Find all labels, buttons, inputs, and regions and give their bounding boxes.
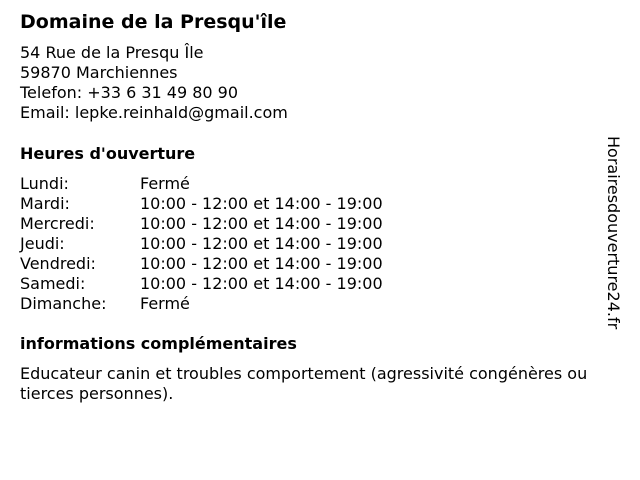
- day-hours: 10:00 - 12:00 et 14:00 - 19:00: [140, 214, 383, 233]
- hours-row-sunday: [20, 294, 440, 314]
- day-hours: 10:00 - 12:00 et 14:00 - 19:00: [140, 254, 383, 273]
- hours-row-monday: [20, 174, 440, 194]
- hours-row-wednesday: [20, 214, 440, 234]
- hours-row-friday: [20, 254, 440, 274]
- day-label: Vendredi:: [20, 254, 96, 273]
- email-address: Email: lepke.reinhald@gmail.com: [20, 103, 288, 122]
- info-text: Educateur canin et troubles comportement (agressivité congénères ou tierces personnes).: [20, 364, 588, 403]
- hours-row-saturday: [20, 274, 440, 294]
- hours-table: [20, 174, 440, 314]
- day-label: Mardi:: [20, 194, 70, 213]
- street-address: 54 Rue de la Presqu Île: [20, 43, 204, 62]
- business-title: Domaine de la Presqu'île: [20, 11, 287, 33]
- day-label: Mercredi:: [20, 214, 95, 233]
- day-label: Lundi:: [20, 174, 69, 193]
- phone-number: Telefon: +33 6 31 49 80 90: [20, 83, 239, 102]
- day-label: Dimanche:: [20, 294, 107, 313]
- day-label: Samedi:: [20, 274, 86, 293]
- day-hours: Fermé: [140, 174, 190, 193]
- day-hours: 10:00 - 12:00 et 14:00 - 19:00: [140, 274, 383, 293]
- city-address: 59870 Marchiennes: [20, 63, 178, 82]
- day-label: Jeudi:: [20, 234, 65, 253]
- hours-row-thursday: [20, 234, 440, 254]
- info-heading: informations complémentaires: [20, 334, 297, 353]
- hours-heading: Heures d'ouverture: [20, 144, 196, 163]
- site-watermark: Horairesdouverture24.fr: [604, 136, 623, 330]
- day-hours: 10:00 - 12:00 et 14:00 - 19:00: [140, 194, 383, 213]
- day-hours: Fermé: [140, 294, 190, 313]
- address-block: [20, 43, 288, 123]
- hours-row-tuesday: [20, 194, 440, 214]
- day-hours: 10:00 - 12:00 et 14:00 - 19:00: [140, 234, 383, 253]
